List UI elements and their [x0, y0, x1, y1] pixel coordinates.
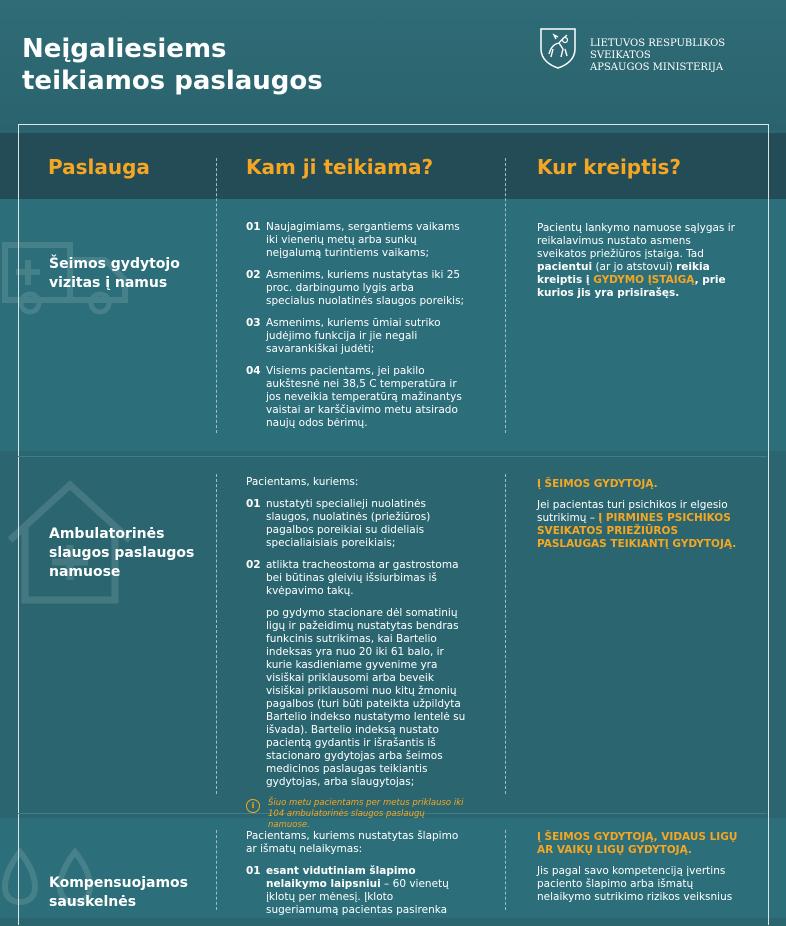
item-text: nustatyti specialieji nuolatinės slaugos, nuolatinės (priežiūros) pagalbos poreikiai su dideliais specialiaisiais poreikiais;: [266, 498, 431, 549]
item-text: Visiems pacientams, jei pakilo aukštesnė nei 38,5 C temperatūra ir jos neveikia temperatūrą mažinantys vaistai ar karščiavimo metu atsirado naujų odos bėrimų.: [266, 365, 462, 429]
list-item: [246, 221, 466, 260]
list-item: [246, 269, 466, 308]
item-number: 04: [246, 365, 261, 377]
item-text: atlikta tracheostoma ar gastrostoma bei būtinas gleivių išsiurbimas iš kvėpavimo takų.: [266, 559, 459, 597]
list-item: [246, 498, 466, 550]
info-icon: i: [246, 799, 260, 813]
item-number: 02: [246, 269, 261, 281]
column-header-who: Kam ji teikiama?: [246, 155, 434, 179]
list-item: [246, 559, 466, 598]
column-header-service: Paslauga: [48, 155, 150, 179]
service-diapers: Kompensuojamos sauskelnės: [49, 875, 188, 910]
list-item: [246, 865, 466, 917]
where-text: Pacientų lankymo namuose sąlygas ir reikalavimus nustato asmens sveikatos priežiūros įstaiga. Tad: [537, 222, 735, 260]
column-divider: [216, 474, 217, 794]
item-text: – 60 vienetų įklotų per mėnesį. Įkloto sugeriamumą pacientas pasirenka: [266, 878, 449, 916]
where-org: Į ŠEIMOS GYDYTOJĄ, VIDAUS LIGŲ AR VAIKŲ LIGŲ GYDYTOJĄ.: [537, 831, 738, 856]
list-intro: Pacientams, kuriems nustatytas šlapimo ar išmatų nelaikymas:: [246, 830, 459, 855]
info-note: [246, 798, 466, 831]
item-number: 01: [246, 221, 261, 233]
column-divider: [216, 158, 217, 433]
note-text: Šiuo metu pacientams per metus priklauso iki 104 ambulatorinės slaugos paslaugų namuose.: [268, 798, 464, 830]
column-header-where: Kur kreiptis?: [537, 155, 682, 179]
ministry-name: [590, 38, 786, 74]
service-home-visit: Šeimos gydytojo vizitas į namus: [49, 256, 180, 291]
eligibility-list-nursing: [246, 476, 466, 831]
list-item: [246, 317, 466, 356]
item-number: 03: [246, 317, 261, 329]
eligibility-list-home-visit: [246, 221, 466, 439]
list-item: [246, 365, 466, 430]
item-number: 02: [246, 559, 261, 571]
title-line-1: Neįgaliesiems: [22, 34, 227, 64]
page-title: [22, 33, 323, 97]
column-divider: [505, 830, 506, 910]
where-nursing: [537, 478, 742, 559]
service-nursing: Ambulatorinės slaugos paslaugos namuose: [49, 526, 195, 580]
where-org: GYDYMO ĮSTAIGĄ: [593, 274, 695, 286]
item-text: Asmenims, kuriems nustatytas iki 25 proc. darbingumo lygis arba specialus nuolatinės slaugos poreikis;: [266, 269, 465, 307]
title-line-2: teikiamos paslaugos: [22, 66, 323, 96]
where-diapers: [537, 831, 742, 912]
item-number: 01: [246, 865, 261, 877]
where-bold: reikia kreiptis į: [537, 261, 710, 286]
where-text: Jis pagal savo kompetenciją įvertins paciento šlapimo arba išmatų nelaikymo sutrikimo rizikos veiksnius: [537, 865, 733, 903]
item-number: 01: [246, 498, 261, 510]
column-divider: [216, 830, 217, 910]
coat-of-arms-icon: [539, 27, 577, 69]
where-bold: pacientui: [537, 261, 593, 273]
where-org: Į ŠEIMOS GYDYTOJĄ.: [537, 478, 658, 490]
where-home-visit: [537, 222, 742, 308]
list-intro: Pacientams, kuriems:: [246, 476, 359, 488]
eligibility-list-diapers: [246, 830, 466, 926]
ministry-line-2: APSAUGOS MINISTERIJA: [590, 62, 724, 73]
column-divider: [505, 474, 506, 794]
item-text: Naujagimiams, sergantiems vaikams iki vienerių metų arba sunkų neįgalumą turintiems vaikams;: [266, 221, 460, 259]
where-bold: , prie kurios jis yra prisirašęs.: [537, 274, 726, 299]
where-text: Jei pacientas turi psichikos ir elgesio sutrikimų –: [537, 499, 728, 524]
column-divider: [505, 158, 506, 433]
item-bold: esant vidutiniam šlapimo nelaikymo laipsniui: [266, 865, 416, 890]
row-divider: [18, 456, 767, 457]
list-item-continuation: po gydymo stacionare dėl somatinių ligų ir pažeidimų nustatytas bendras funkcinis sutrikimas, kai Bartelio indeksas yra nuo 20 iki 61 balo, ir kurie kasdieniame gyvenime yra visiškai priklausomi arba beveik visiškai priklausomi nuo kitų žmonių pagalbos (turi būti pateikta užpildyta Bartelio indekso nustatymo lentelė su išvada). Bartelio indeksą nustato pacientą gydantis ir išrašantis iš stacionaro gydytojas arba šeimos medicinos paslaugas teikiantis gydytojas, arba slaugytojas;: [266, 607, 466, 788]
where-org: Į PIRMINES PSICHIKOS SVEIKATOS PRIEŽIŪROS PASLAUGAS TEIKIANTĮ GYDYTOJĄ.: [537, 512, 737, 550]
ministry-line-1: LIETUVOS RESPUBLIKOS SVEIKATOS: [590, 38, 726, 61]
item-text: Asmenims, kuriems ūmiai sutriko judėjimo funkcija ir jie negali savarankiškai judėti;: [266, 317, 441, 355]
where-text: (ar jo atstovui): [592, 261, 677, 273]
